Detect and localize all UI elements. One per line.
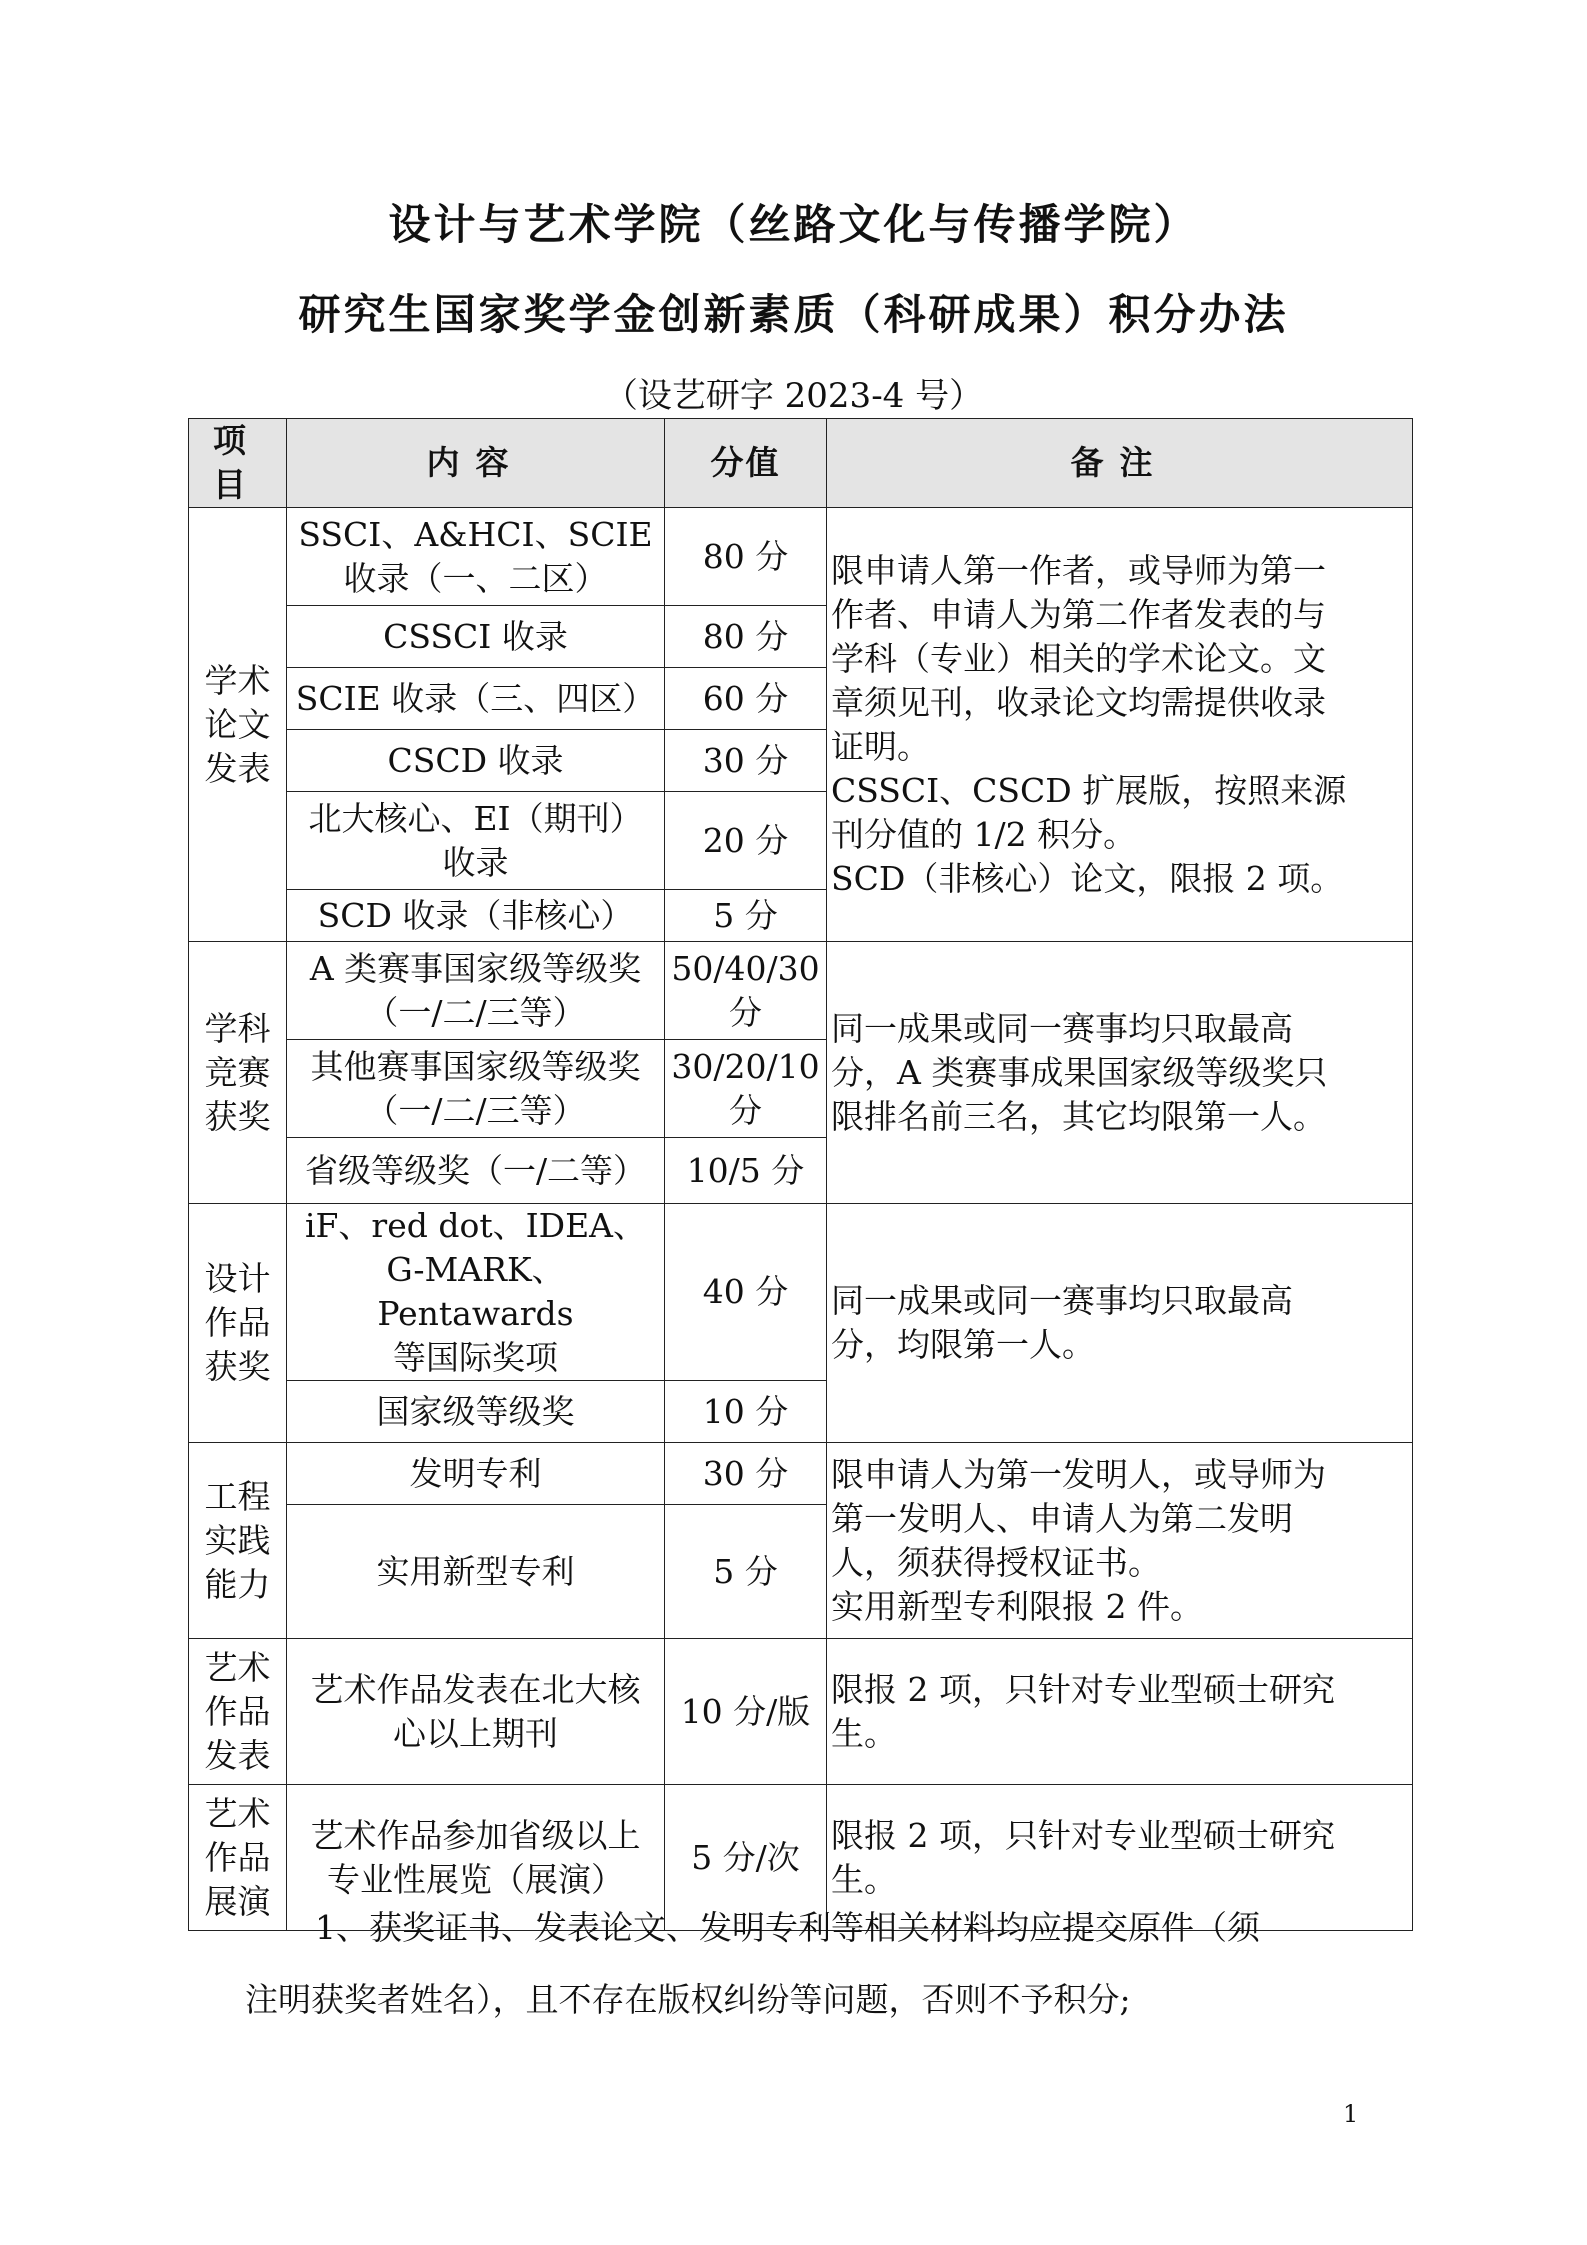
header-score: 分值 (665, 419, 827, 508)
score-text: 30 分 (702, 740, 789, 780)
content-text: 艺术作品参加省级以上 (310, 1815, 641, 1855)
header-project: 项目 (189, 419, 287, 508)
content-cell (287, 890, 665, 942)
content-cell (287, 668, 665, 730)
score-text: 30/20/10 (671, 1046, 820, 1086)
remarks-text: 学科（专业）相关的学术论文。文 (831, 638, 1326, 678)
content-text: 国家级等级奖 (376, 1391, 575, 1431)
document-number: （设艺研字 2023-4 号） (603, 376, 984, 416)
scoring-table (188, 418, 1413, 1931)
category-label: 获奖 (204, 1096, 271, 1136)
content-text: 收录（一、二区） (343, 558, 608, 598)
document-title-line-1: 设计与艺术学院（丝路文化与传播学院） (388, 200, 1199, 249)
score-cell (665, 730, 827, 792)
category-label: 艺术 (204, 1793, 271, 1833)
content-cell (287, 606, 665, 668)
content-cell (287, 1138, 665, 1204)
table-row (189, 1443, 1413, 1505)
remarks-text: 刊分值的 1/2 积分。 (831, 814, 1137, 854)
remarks-cell (827, 1443, 1413, 1639)
score-cell (665, 1639, 827, 1785)
table-row (189, 942, 1413, 1040)
content-cell (287, 1443, 665, 1505)
remarks-text: 作者、申请人为第二作者发表的与 (831, 594, 1326, 634)
score-text: 5 分/次 (691, 1837, 800, 1877)
category-label: 工程 (204, 1476, 271, 1516)
content-text: 心以上期刊 (393, 1713, 558, 1753)
table-header-row (189, 419, 1413, 508)
category-cell (189, 1443, 287, 1639)
category-cell (189, 508, 287, 942)
category-label: 发表 (204, 748, 271, 788)
score-text: 5 分 (713, 1551, 778, 1591)
category-label: 展演 (204, 1881, 271, 1921)
content-text: SSCI、A&HCI、SCIE (298, 514, 653, 554)
category-label: 学科 (204, 1008, 271, 1048)
category-label: 论文 (204, 704, 271, 744)
score-cell (665, 1138, 827, 1204)
score-text: 分 (729, 992, 762, 1032)
score-text: 5 分 (713, 895, 778, 935)
score-text: 10 分 (702, 1391, 789, 1431)
remarks-text: 限排名前三名，其它均限第一人。 (831, 1096, 1326, 1136)
content-text: （一/二/三等） (365, 992, 586, 1032)
content-text: iF、red dot、IDEA、 (304, 1206, 647, 1245)
score-cell (665, 1204, 827, 1381)
content-text: 省级等级奖（一/二等） (304, 1150, 647, 1190)
category-label: 实践 (204, 1520, 271, 1560)
score-cell (665, 942, 827, 1040)
remarks-text: 第一发明人、申请人为第二发明 (831, 1498, 1293, 1538)
category-label: 竞赛 (204, 1052, 271, 1092)
content-text: 收录 (442, 842, 509, 882)
score-text: 40 分 (702, 1272, 789, 1311)
remarks-cell (827, 1204, 1413, 1443)
score-text: 10 分/版 (680, 1691, 811, 1731)
remarks-text: 分，A 类赛事成果国家级等级奖只 (831, 1052, 1328, 1092)
score-text: 80 分 (702, 616, 789, 656)
table-body (189, 508, 1413, 1931)
content-text: A 类赛事国家级等级奖 (309, 948, 642, 988)
content-text: SCD 收录（非核心） (317, 895, 634, 935)
footnote-line-2: 注明获奖者姓名），且不存在版权纠纷等问题，否则不予积分; (245, 1980, 1131, 2019)
header-content: 内容 (287, 419, 665, 508)
category-cell (189, 1204, 287, 1443)
category-label: 学术 (204, 660, 271, 700)
remarks-text: SCD（非核心）论文，限报 2 项。 (831, 858, 1344, 898)
remarks-text: 分，均限第一人。 (831, 1325, 1095, 1364)
category-cell (189, 1639, 287, 1785)
content-cell (287, 508, 665, 606)
content-text: （一/二/三等） (365, 1090, 586, 1130)
table-row (189, 1639, 1413, 1785)
score-text: 30 分 (702, 1453, 789, 1493)
page-number: 1 (1343, 2100, 1359, 2128)
score-cell (665, 1040, 827, 1138)
remarks-text: 同一成果或同一赛事均只取最高 (831, 1008, 1293, 1048)
content-text: 等国际奖项 (393, 1338, 558, 1377)
score-cell (665, 1505, 827, 1639)
remarks-text: 同一成果或同一赛事均只取最高 (831, 1281, 1293, 1320)
remarks-text: 限报 2 项，只针对专业型硕士研究 (831, 1669, 1335, 1709)
category-label: 作品 (204, 1303, 271, 1342)
header-remarks: 备注 (827, 419, 1413, 508)
score-text: 20 分 (702, 820, 789, 860)
table-row (189, 1204, 1413, 1381)
score-cell (665, 890, 827, 942)
remarks-text: 证明。 (831, 726, 930, 766)
content-text: SCIE 收录（三、四区） (295, 678, 656, 718)
content-text: 艺术作品发表在北大核 (310, 1669, 641, 1709)
score-text: 60 分 (702, 678, 789, 718)
category-cell (189, 942, 287, 1204)
content-cell (287, 792, 665, 890)
remarks-text: 限申请人为第一发明人，或导师为 (831, 1454, 1326, 1494)
score-cell (665, 668, 827, 730)
category-label: 作品 (204, 1691, 271, 1731)
category-label: 能力 (204, 1564, 271, 1604)
score-cell (665, 1443, 827, 1505)
remarks-text: 实用新型专利限报 2 件。 (831, 1586, 1203, 1626)
score-text: 分 (729, 1090, 762, 1130)
remarks-text: 限报 2 项，只针对专业型硕士研究 (831, 1815, 1335, 1855)
remarks-cell (827, 942, 1413, 1204)
remarks-text: 人，须获得授权证书。 (831, 1542, 1161, 1582)
remarks-text: 生。 (831, 1713, 897, 1753)
content-text: G-MARK、Pentawards (377, 1250, 574, 1333)
content-cell (287, 1639, 665, 1785)
score-text: 80 分 (702, 536, 789, 576)
content-text: 北大核心、EI（期刊） (308, 798, 643, 838)
remarks-text: CSSCI、CSCD 扩展版，按照来源 (831, 770, 1347, 810)
score-text: 50/40/30 (671, 948, 820, 988)
content-cell (287, 730, 665, 792)
content-text: 专业性展览（展演） (327, 1859, 624, 1899)
remarks-cell (827, 508, 1413, 942)
content-text: CSCD 收录 (387, 740, 564, 780)
category-label: 发表 (204, 1735, 271, 1775)
document-title-line-2: 研究生国家奖学金创新素质（科研成果）积分办法 (298, 290, 1289, 339)
content-cell (287, 1204, 665, 1381)
score-cell (665, 1381, 827, 1443)
content-cell (287, 1040, 665, 1138)
score-cell (665, 792, 827, 890)
category-label: 艺术 (204, 1647, 271, 1687)
table-row (189, 508, 1413, 606)
category-label: 获奖 (204, 1347, 271, 1386)
content-text: CSSCI 收录 (383, 616, 568, 656)
content-text: 其他赛事国家级等级奖 (310, 1046, 641, 1086)
score-cell (665, 606, 827, 668)
score-text: 10/5 分 (686, 1150, 805, 1190)
content-cell (287, 942, 665, 1040)
content-text: 发明专利 (409, 1453, 542, 1493)
remarks-text: 生。 (831, 1859, 897, 1899)
content-cell (287, 1381, 665, 1443)
footnote-line-1: 1、获奖证书、发表论文、发明专利等相关材料均应提交原件（须 (315, 1908, 1260, 1947)
score-cell (665, 508, 827, 606)
category-label: 设计 (204, 1259, 271, 1298)
content-text: 实用新型专利 (376, 1551, 575, 1591)
content-cell (287, 1505, 665, 1639)
remarks-text: 章须见刊，收录论文均需提供收录 (831, 682, 1326, 722)
remarks-cell (827, 1639, 1413, 1785)
category-label: 作品 (204, 1837, 271, 1877)
remarks-text: 限申请人第一作者，或导师为第一 (831, 550, 1326, 590)
